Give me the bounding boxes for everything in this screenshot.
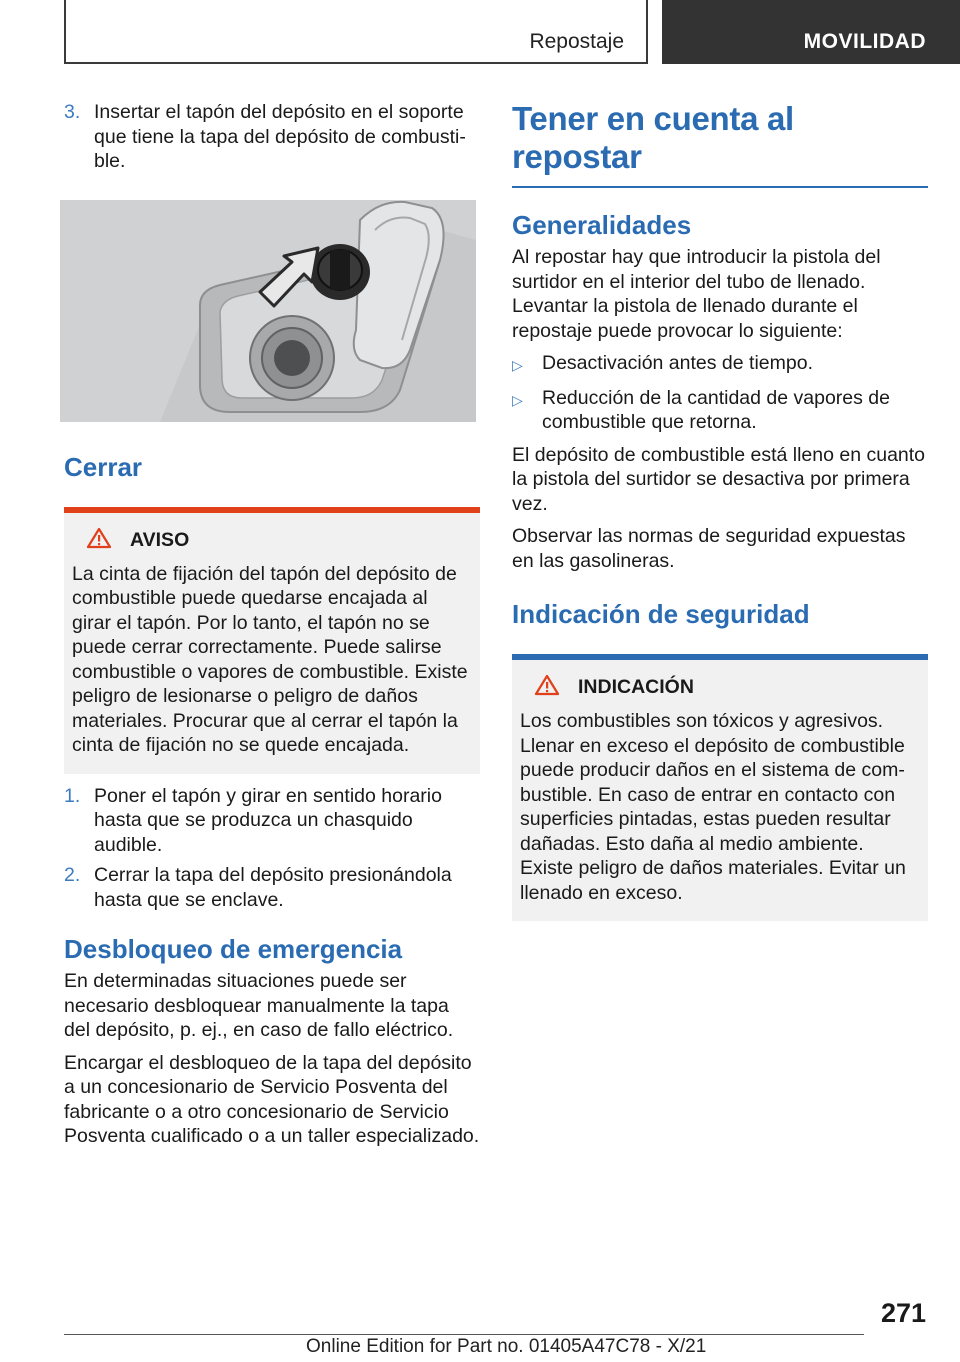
- paragraph: Al repostar hay que introducir la pistola del surtidor en el interior del tubo de llenado. Levantar la pistola de llenado durante el repostaje puede provocar lo siguiente:: [512, 246, 881, 342]
- notice-title: INDICACIÓN: [578, 676, 694, 698]
- step-text: Poner el tapón y girar en sentido horario hasta que se produzca un chasquido audible.: [94, 784, 442, 856]
- right-column: [512, 100, 928, 921]
- heading-generalidades: Generalidades: [512, 210, 692, 240]
- heading-tener-en-cuenta: Tener en cuenta al repostar: [512, 100, 928, 188]
- step-2: [64, 863, 480, 912]
- bullet-item: [512, 351, 928, 378]
- heading-desbloqueo: Desbloqueo de emergencia: [64, 934, 403, 964]
- warning-text: La cinta de fijación del tapón del depósito de combustible puede quedarse encajada al girar el tapón. Por lo tanto, el tapón no se puede cerrar correctamente. Puede salirse combustible o vapores de combustible. Existe peligro de lesionarse o peligro de daños materiales. Procurar que al cerrar el tapón la cinta de fijación no se quede encajada.: [72, 562, 468, 756]
- paragraph: Observar las normas de seguridad expuestas en las gasolineras.: [512, 525, 906, 572]
- warning-box: [64, 513, 480, 774]
- step-number: 2.: [64, 864, 81, 886]
- footer-rule: [64, 1334, 864, 1335]
- footer-edition: Online Edition for Part no. 01405A47C78 - X/21: [306, 1336, 707, 1357]
- header-section-box: [64, 0, 648, 64]
- paragraph: En determinadas situaciones puede ser necesario desbloquear manualmente la tapa del depósito, p. ej., en caso de fallo eléctrico.: [64, 970, 454, 1041]
- step-number: 3.: [64, 101, 81, 123]
- step-3: [64, 100, 480, 174]
- left-column: [64, 100, 480, 1157]
- heading-cerrar: Cerrar: [64, 451, 143, 482]
- header-chapter-box: [662, 0, 960, 64]
- warning-title-row: [86, 527, 472, 554]
- paragraph: El depósito de combustible está lleno en cuanto la pistola del surtidor se desactiva por primera vez.: [512, 443, 926, 515]
- step-text: Insertar el tapón del depósito en el soporte que tiene la tapa del depósito de combustible.: [94, 101, 466, 172]
- step-number: 1.: [64, 784, 81, 807]
- heading-seguridad: Indicación de seguridad: [512, 599, 810, 629]
- warning-triangle-icon: [86, 527, 112, 554]
- bullet-arrow-icon: ▷: [512, 357, 523, 373]
- bullet-item: [512, 386, 928, 435]
- bullet-text: Reducción de la cantidad de vapores de combustible que retorna.: [542, 386, 890, 433]
- paragraph: Encargar el desbloqueo de la tapa del depósito a un concesionario de Servicio Posventa del fabricante o a otro concesionario de Servicio Posventa cualificado o a un taller especializado.: [64, 1051, 480, 1147]
- fuel-cap-illustration: [60, 200, 480, 422]
- notice-box: [512, 660, 928, 921]
- bullet-arrow-icon: ▷: [512, 391, 523, 408]
- section-title: Repostaje: [529, 30, 624, 53]
- notice-text: Los combustibles son tóxicos y agresivos. Llenar en exceso el depósito de combustible puede producir daños en el sistema de combustible. En caso de entrar en contacto con superficies pintadas, estas pueden resultar dañadas. Esto daña al medio ambiente. Existe peligro de daños materiales. Evitar un llenado en exceso.: [520, 710, 906, 904]
- bullet-text: Desactivación antes de tiempo.: [542, 352, 813, 374]
- warning-triangle-icon: [534, 674, 560, 701]
- warning-title: AVISO: [130, 528, 190, 551]
- step-text: Cerrar la tapa del depósito presionándola hasta que se enclave.: [94, 864, 452, 911]
- notice-title-row: [534, 674, 920, 701]
- chapter-title: MOVILIDAD: [803, 30, 926, 53]
- step-1: [64, 784, 480, 858]
- page-number: 271: [880, 1298, 926, 1328]
